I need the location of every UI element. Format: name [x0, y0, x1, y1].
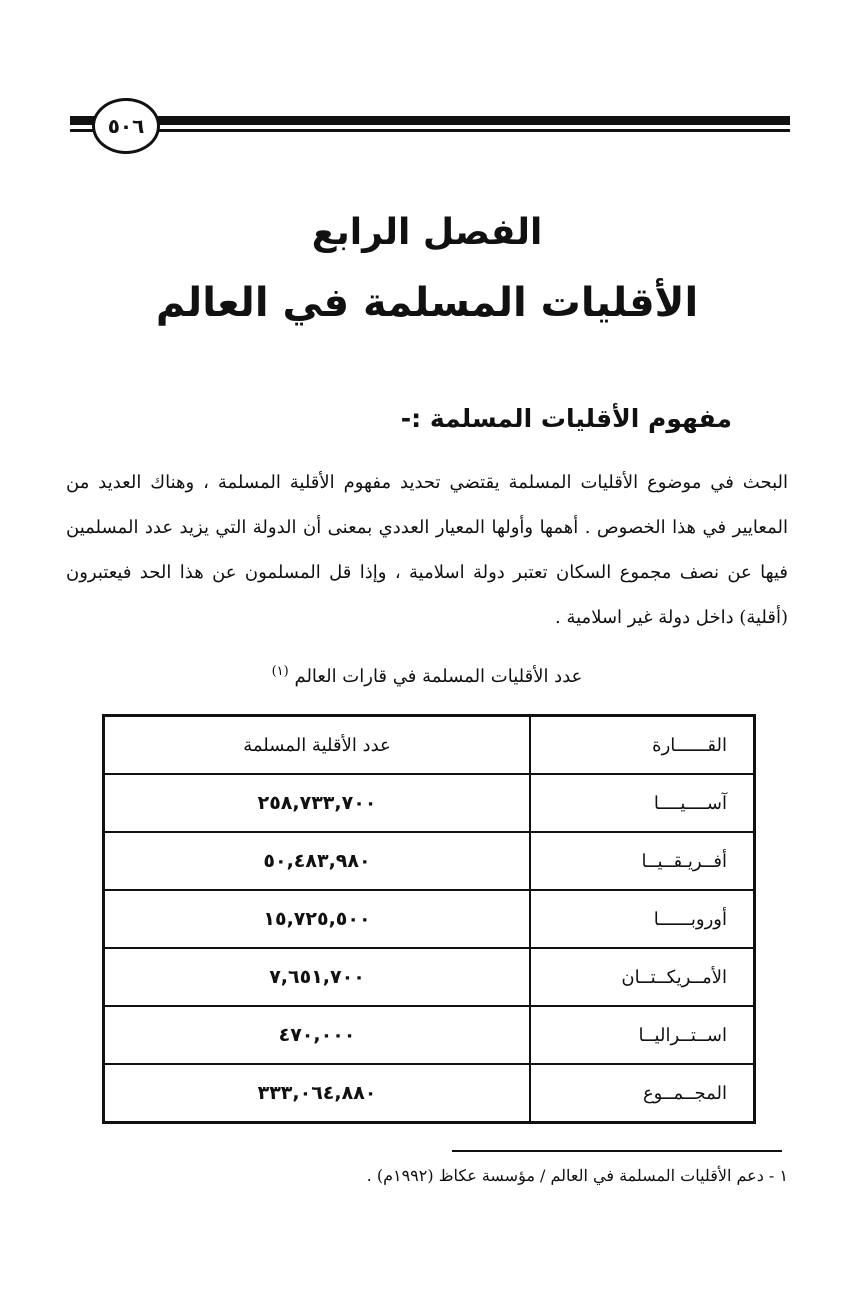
footnote-rule [452, 1150, 782, 1152]
header-rule [70, 112, 790, 134]
table-total-row [104, 1064, 755, 1123]
page-number: ٥٠٦ [92, 98, 160, 154]
table-row [104, 1006, 755, 1064]
table-caption [0, 664, 854, 687]
count-cell: ٧,٦٥١,٧٠٠ [104, 948, 531, 1006]
minorities-table [102, 714, 756, 1124]
table-caption-text: عدد الأقليات المسلمة في قارات العالم [294, 666, 583, 687]
continent-cell: آســــيــــا [530, 774, 755, 832]
continent-cell: أوروبــــــا [530, 890, 755, 948]
body-paragraph [66, 460, 788, 640]
count-cell: ١٥,٧٢٥,٥٠٠ [104, 890, 531, 948]
continent-cell: أفــريـقــيــا [530, 832, 755, 890]
continent-cell: المجــمــوع [530, 1064, 755, 1123]
table-row [104, 832, 755, 890]
continent-cell: اســتــراليــا [530, 1006, 755, 1064]
footnote-ref: (١) [271, 664, 289, 679]
header-continent: القــــــارة [530, 716, 755, 775]
count-cell: ٢٥٨,٧٣٣,٧٠٠ [104, 774, 531, 832]
continent-cell: الأمــريكــتــان [530, 948, 755, 1006]
table-row [104, 890, 755, 948]
count-cell: ٥٠,٤٨٣,٩٨٠ [104, 832, 531, 890]
header-rule-thin [70, 129, 790, 132]
chapter-label: الفصل الرابع [311, 212, 543, 253]
count-cell: ٤٧٠,٠٠٠ [104, 1006, 531, 1064]
count-cell: ٣٣٣,٠٦٤,٨٨٠ [104, 1064, 531, 1123]
header-rule-thick [70, 116, 790, 125]
footnote: ١ - دعم الأقليات المسلمة في العالم / مؤسسة عكاظ (١٩٩٢م) . [366, 1166, 788, 1185]
header-count: عدد الأقلية المسلمة [104, 716, 531, 775]
paragraph-text: البحث في موضوع الأقليات المسلمة يقتضي تحديد مفهوم الأقلية المسلمة ، وهناك العديد من المعايير في هذا الخصوص . أهمها وأولها المعيار العددي بمعنى أن الدولة التي يزيد عدد المسلمين فيها عن نصف مجموع السكان تعتبر دولة اسلامية ، وإذا قل المسلمون عن هذا الحد فيعتبرون (أقلية) داخل دولة غير اسلامية . [66, 472, 788, 628]
table-row [104, 948, 755, 1006]
section-heading: مفهوم الأقليات المسلمة :- [400, 404, 732, 433]
table-header-row [104, 716, 755, 775]
chapter-title: الأقليات المسلمة في العالم [155, 280, 699, 326]
table-row [104, 774, 755, 832]
